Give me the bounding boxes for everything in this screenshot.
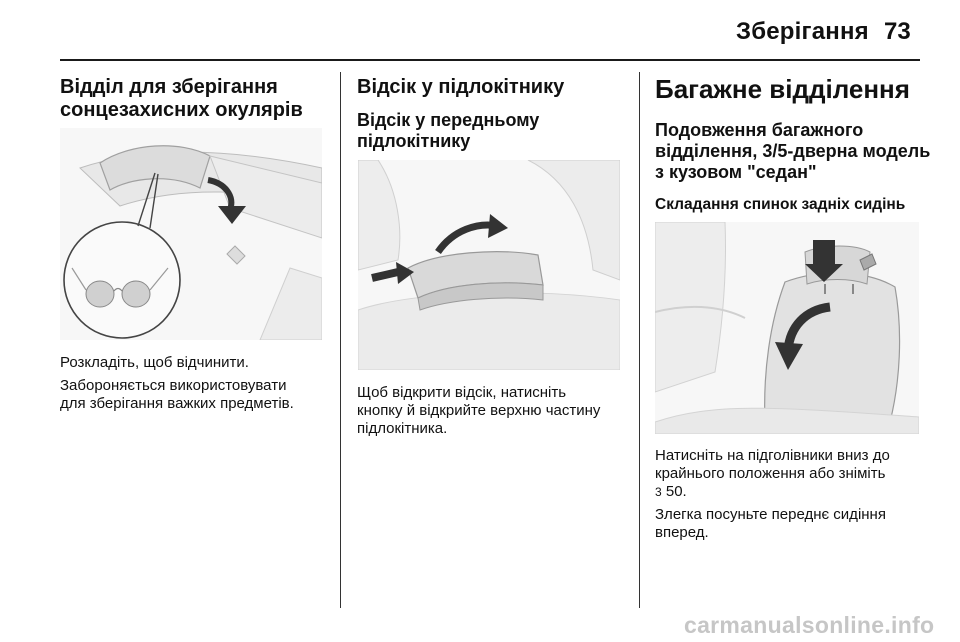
text-line: Злегка посуньте переднє сидіння <box>655 506 886 523</box>
watermark: carmanualsonline.info <box>684 612 935 638</box>
column-luggage <box>655 74 945 214</box>
paragraph-warning <box>60 377 332 413</box>
subsection-title-front-armrest <box>357 110 629 152</box>
sunglasses-holder-drawing <box>60 128 322 340</box>
text-line: кнопку й відкрийте верхню частину <box>357 402 601 419</box>
armrest-drawing <box>358 160 620 370</box>
subsection-title-extension <box>655 120 945 183</box>
text-line: підлокітника. <box>357 420 448 437</box>
text-line: вперед. <box>655 524 709 541</box>
page-ref-link[interactable] <box>655 483 687 500</box>
text-line: для зберігання важких предметів. <box>60 395 294 412</box>
subsection-title-line: з кузовом "седан" <box>655 162 817 182</box>
section-title-line: сонцезахисних окулярів <box>60 99 303 121</box>
column-sunglasses <box>60 76 328 122</box>
reference-page: 50. <box>665 483 687 500</box>
subsection-title-line: відділення, 3/5-дверна модель <box>655 141 931 161</box>
paragraph-slide-seat <box>655 506 937 542</box>
column-armrest-text <box>357 384 633 438</box>
column-divider-left <box>340 72 341 608</box>
text-line: Забороняється використовувати <box>60 377 287 394</box>
text-line: крайнього положення або зніміть <box>655 465 886 482</box>
section-title-armrest: Відсік у підлокітнику <box>357 76 565 98</box>
paragraph-open: Розкладіть, щоб відчинити. <box>60 354 249 371</box>
column-sunglasses-text <box>60 354 332 413</box>
section-title-luggage: Багажне відділення <box>655 74 910 104</box>
reference-arrow-icon: 3 <box>655 485 662 499</box>
column-luggage-text <box>655 447 937 542</box>
column-divider-right <box>639 72 640 608</box>
section-title-sunglasses <box>60 76 328 122</box>
rear-seat-drawing <box>655 222 919 434</box>
armrest-illustration <box>358 160 620 370</box>
subsection-title-line: Відсік у передньому <box>357 110 540 130</box>
column-armrest <box>357 76 629 152</box>
paragraph-press-headrests <box>655 447 937 501</box>
paragraph-open-armrest <box>357 384 633 438</box>
subsection-title-line: підлокітнику <box>357 131 471 151</box>
page-number: 73 <box>884 18 911 45</box>
subsubsection-title-fold-seats: Складання спинок задніх сидінь <box>655 196 906 213</box>
rear-seat-illustration <box>655 222 919 434</box>
sunglasses-holder-illustration <box>60 128 322 340</box>
text-line: Натисніть на підголівники вниз до <box>655 447 890 464</box>
subsection-title-line: Подовження багажного <box>655 120 864 140</box>
text-line: Щоб відкрити відсік, натисніть <box>357 384 567 401</box>
section-title-line: Відділ для зберігання <box>60 76 278 98</box>
page-header-title: Зберігання <box>736 18 869 45</box>
header-rule <box>60 59 920 61</box>
